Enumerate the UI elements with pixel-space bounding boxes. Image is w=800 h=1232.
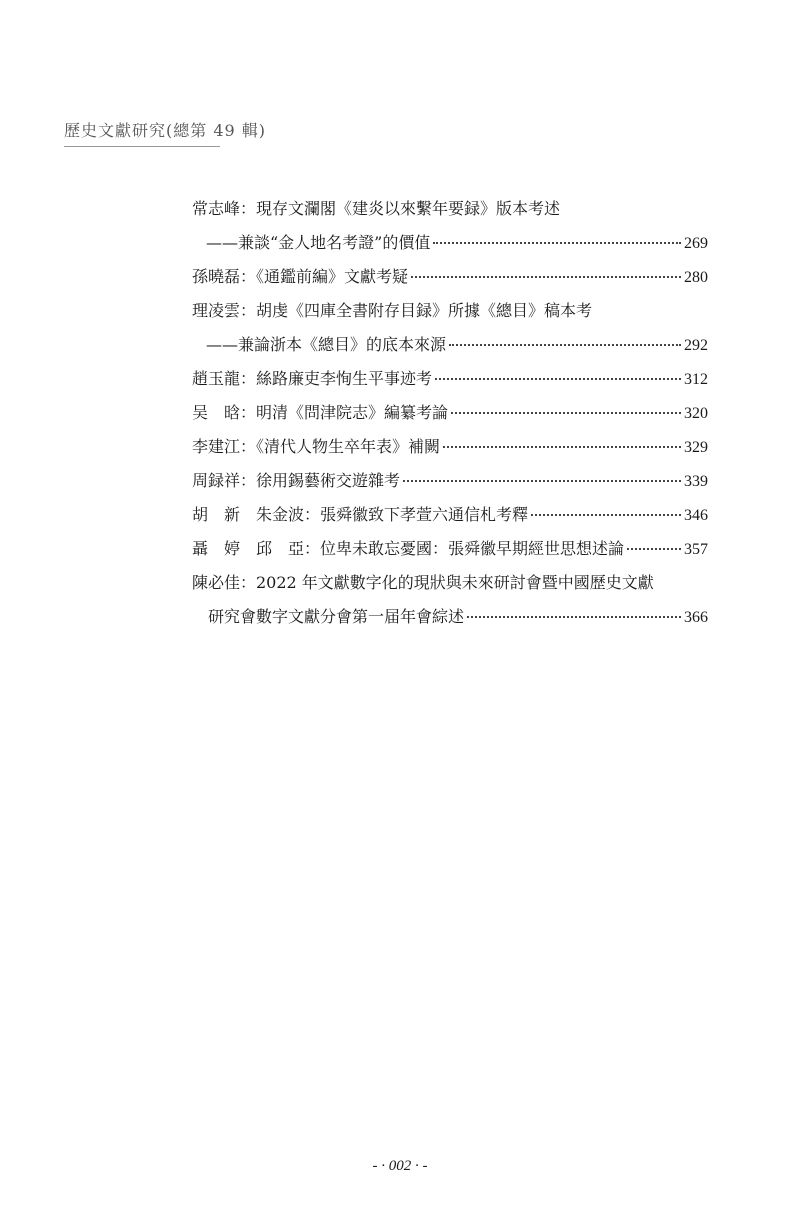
toc-entry (192, 264, 708, 298)
toc-entry (192, 502, 708, 536)
toc-entry-page: 366 (684, 609, 708, 626)
dot-leader (411, 276, 681, 278)
toc-entry-title: 胡 新 朱金波：張舜徽致下孝萱六通信札考釋 (192, 505, 529, 524)
toc-entry (192, 366, 708, 400)
toc-entry (192, 196, 708, 230)
toc-entry-page: 280 (684, 269, 708, 286)
dot-leader (467, 616, 681, 618)
table-of-contents (192, 196, 708, 638)
dot-leader (433, 242, 681, 244)
toc-entry-page: 329 (684, 439, 708, 456)
toc-entry (192, 434, 708, 468)
toc-entry-title: 周録祥：徐用錫藝術交遊雜考 (192, 471, 401, 490)
dot-leader (435, 378, 681, 380)
toc-entry-title: 孫曉磊：《通鑑前編》文獻考疑 (192, 267, 409, 286)
page-number: - · 002 · - (372, 1158, 428, 1174)
toc-entry (192, 570, 708, 604)
running-head: 歷史文獻研究(總第 49 輯) (64, 121, 267, 140)
toc-entry-title: 李建江：《清代人物生卒年表》補闕 (192, 437, 441, 456)
toc-entry-title: 吴 晗：明清《問津院志》編纂考論 (192, 403, 449, 422)
toc-entry (192, 468, 708, 502)
toc-entry (192, 298, 708, 332)
toc-entry-page: 292 (684, 337, 708, 354)
dot-leader (443, 446, 681, 448)
toc-entry-page: 339 (684, 473, 708, 490)
toc-entry-page: 357 (684, 541, 708, 558)
toc-entry-page: 269 (684, 235, 708, 252)
dot-leader (403, 480, 681, 482)
dot-leader (451, 412, 681, 414)
toc-entry-page: 312 (684, 371, 708, 388)
toc-entry-page: 320 (684, 405, 708, 422)
toc-entry (192, 604, 708, 638)
toc-entry-title: 聶 婷 邱 亞：位卑未敢忘憂國：張舜徽早期經世思想述論 (192, 539, 625, 558)
toc-entry-page: 346 (684, 507, 708, 524)
toc-entry-title: 理凌雲：胡虔《四庫全書附存目録》所據《總目》稿本考 (192, 301, 593, 320)
toc-entry (192, 400, 708, 434)
toc-entry-title: 常志峰：現存文瀾閣《建炎以來繫年要録》版本考述 (192, 199, 561, 218)
toc-entry-title: ——兼談“金人地名考證”的價值 (206, 233, 431, 252)
dot-leader (449, 344, 681, 346)
toc-entry (192, 536, 708, 570)
toc-entry-title: 趙玉龍：絲路廉吏李恂生平事迹考 (192, 369, 433, 388)
dot-leader (531, 514, 681, 516)
running-head-rule (64, 146, 220, 147)
toc-entry-title: 研究會數字文獻分會第一届年會綜述 (208, 607, 465, 626)
dot-leader (627, 548, 681, 550)
toc-entry (192, 332, 708, 366)
toc-entry-title: 陳必佳：2022 年文獻數字化的現狀與未來研討會暨中國歷史文獻 (192, 573, 654, 592)
toc-entry (192, 230, 708, 264)
toc-entry-title: ——兼論浙本《總目》的底本來源 (206, 335, 447, 354)
